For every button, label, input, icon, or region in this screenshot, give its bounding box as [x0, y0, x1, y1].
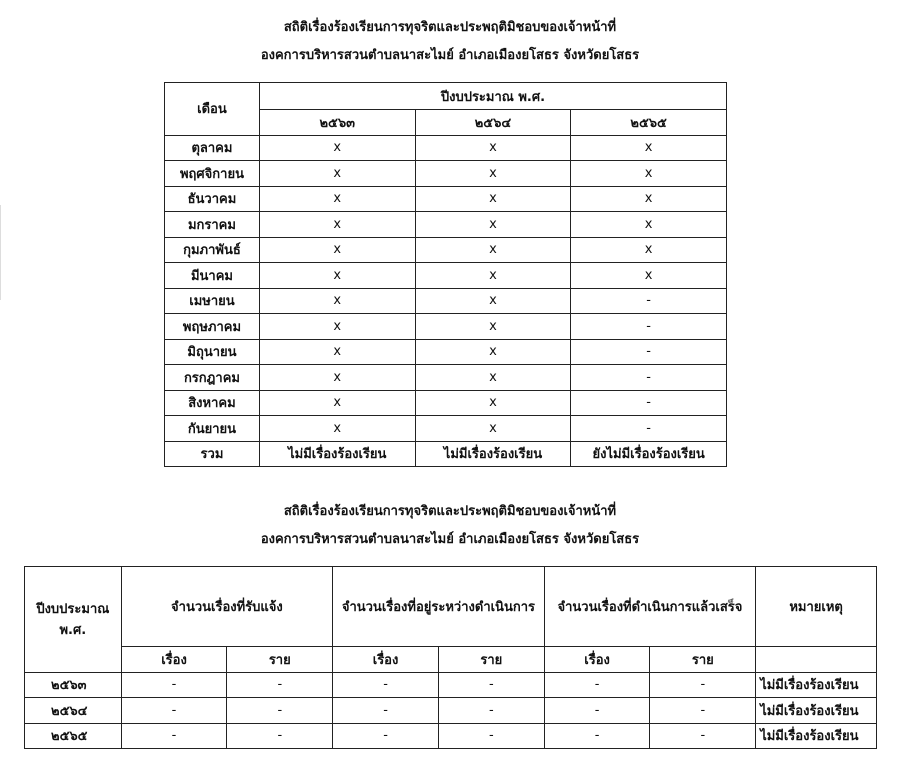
status-cell: x — [415, 161, 571, 187]
count-cell: - — [227, 672, 333, 698]
status-cell: x — [571, 161, 727, 187]
received-group-header: จำนวนเรื่องที่รับแจ้ง — [121, 567, 333, 647]
page-edge-line — [0, 205, 1, 300]
count-cell: - — [121, 723, 227, 749]
completed-case-header: ราย — [650, 647, 756, 673]
year-cell: ๒๕๖๔ — [25, 698, 122, 724]
received-case-header: ราย — [227, 647, 333, 673]
table2-title-line2: องคการบริหารสวนตำบลนาสะไมย์ อำเภอเมืองยโสธร จังหวัดยโสธร — [260, 532, 640, 547]
year-row — [25, 672, 877, 698]
month-row — [165, 161, 727, 187]
month-row — [165, 288, 727, 314]
status-cell: - — [571, 288, 727, 314]
year-cell: ๒๕๖๓ — [25, 672, 122, 698]
total-year-2: ไม่มีเรื่องร้องเรียน — [415, 441, 571, 467]
count-cell: - — [438, 723, 544, 749]
month-row — [165, 263, 727, 289]
status-cell: - — [571, 365, 727, 391]
status-cell: x — [415, 212, 571, 238]
yearly-summary-table — [24, 566, 877, 749]
budget-year-header: ปีงบประมาณ พ.ศ. — [259, 83, 726, 110]
month-row — [165, 314, 727, 340]
count-cell: - — [121, 672, 227, 698]
status-cell: x — [259, 288, 415, 314]
year-header-line2: พ.ศ. — [59, 623, 87, 639]
status-cell: - — [571, 314, 727, 340]
status-cell: x — [415, 314, 571, 340]
in-progress-group-header: จำนวนเรื่องที่อยู่ระหว่างดำเนินการ — [333, 567, 545, 647]
status-cell: x — [571, 237, 727, 263]
status-cell: - — [571, 339, 727, 365]
count-cell: - — [544, 723, 650, 749]
status-cell: x — [259, 390, 415, 416]
table1-title-line2: องคการบริหารสวนตำบลนาสะไมย์ อำเภอเมืองยโสธร จังหวัดยโสธร — [260, 48, 640, 63]
remark-cell: ไม่มีเรื่องร้องเรียน — [756, 698, 877, 724]
status-cell: x — [571, 212, 727, 238]
month-cell: มีนาคม — [165, 263, 260, 289]
remark-header: หมายเหตุ — [756, 567, 877, 647]
status-cell: x — [571, 135, 727, 161]
status-cell: x — [259, 365, 415, 391]
count-cell: - — [438, 672, 544, 698]
status-cell: x — [259, 161, 415, 187]
remark-cell: ไม่มีเรื่องร้องเรียน — [756, 723, 877, 749]
count-cell: - — [650, 672, 756, 698]
count-cell: - — [333, 723, 439, 749]
month-row — [165, 365, 727, 391]
count-cell: - — [544, 698, 650, 724]
status-cell: x — [415, 365, 571, 391]
month-cell: พฤศจิกายน — [165, 161, 260, 187]
count-cell: - — [227, 723, 333, 749]
year-row — [25, 698, 877, 724]
status-cell: x — [571, 263, 727, 289]
count-cell: - — [650, 698, 756, 724]
month-cell: เมษายน — [165, 288, 260, 314]
month-header: เดือน — [165, 83, 260, 136]
status-cell: x — [571, 186, 727, 212]
in-progress-story-header: เรื่อง — [333, 647, 439, 673]
remark-subheader-blank — [756, 647, 877, 673]
status-cell: x — [415, 416, 571, 442]
count-cell: - — [333, 698, 439, 724]
month-row — [165, 416, 727, 442]
month-cell: กุมภาพันธ์ — [165, 237, 260, 263]
status-cell: x — [415, 288, 571, 314]
status-cell: x — [415, 390, 571, 416]
month-cell: ตุลาคม — [165, 135, 260, 161]
count-cell: - — [121, 698, 227, 724]
status-cell: x — [259, 212, 415, 238]
monthly-complaint-table — [164, 82, 727, 467]
status-cell: - — [571, 416, 727, 442]
completed-group-header: จำนวนเรื่องที่ดำเนินการแล้วเสร็จ — [544, 567, 756, 647]
month-cell: พฤษภาคม — [165, 314, 260, 340]
month-cell: มกราคม — [165, 212, 260, 238]
total-label: รวม — [165, 441, 260, 467]
status-cell: x — [415, 339, 571, 365]
table1-title-line1: สถิติเรื่องร้องเรียนการทุจริตและประพฤติมิชอบของเจ้าหน้าที่ — [283, 20, 617, 35]
total-year-3: ยังไม่มีเรื่องร้องเรียน — [571, 441, 727, 467]
count-cell: - — [227, 698, 333, 724]
month-row — [165, 186, 727, 212]
status-cell: x — [259, 135, 415, 161]
status-cell: x — [259, 237, 415, 263]
status-cell: x — [415, 263, 571, 289]
table2-title-line1: สถิติเรื่องร้องเรียนการทุจริตและประพฤติมิชอบของเจ้าหน้าที่ — [283, 504, 617, 519]
month-cell: มิถุนายน — [165, 339, 260, 365]
status-cell: x — [415, 186, 571, 212]
month-row — [165, 212, 727, 238]
year-cell: ๒๕๖๕ — [25, 723, 122, 749]
month-cell: กรกฎาคม — [165, 365, 260, 391]
status-cell: x — [415, 135, 571, 161]
year-header — [25, 567, 122, 673]
month-cell: สิงหาคม — [165, 390, 260, 416]
status-cell: - — [571, 390, 727, 416]
received-story-header: เรื่อง — [121, 647, 227, 673]
total-year-1: ไม่มีเรื่องร้องเรียน — [259, 441, 415, 467]
monthly-rows — [165, 135, 727, 441]
month-row — [165, 390, 727, 416]
completed-story-header: เรื่อง — [544, 647, 650, 673]
month-cell: ธันวาคม — [165, 186, 260, 212]
month-row — [165, 339, 727, 365]
remark-cell: ไม่มีเรื่องร้องเรียน — [756, 672, 877, 698]
month-row — [165, 135, 727, 161]
count-cell: - — [650, 723, 756, 749]
count-cell: - — [438, 698, 544, 724]
status-cell: x — [259, 186, 415, 212]
count-cell: - — [544, 672, 650, 698]
in-progress-case-header: ราย — [438, 647, 544, 673]
status-cell: x — [259, 339, 415, 365]
status-cell: x — [259, 263, 415, 289]
year-col-2: ๒๕๖๔ — [415, 110, 571, 136]
year-col-3: ๒๕๖๕ — [571, 110, 727, 136]
status-cell: x — [259, 314, 415, 340]
yearly-rows — [25, 672, 877, 749]
status-cell: x — [259, 416, 415, 442]
year-header-line1: ปีงบประมาณ — [36, 602, 110, 618]
status-cell: x — [415, 237, 571, 263]
total-row — [165, 441, 727, 467]
year-col-1: ๒๕๖๓ — [259, 110, 415, 136]
year-row — [25, 723, 877, 749]
month-row — [165, 237, 727, 263]
month-cell: กันยายน — [165, 416, 260, 442]
count-cell: - — [333, 672, 439, 698]
